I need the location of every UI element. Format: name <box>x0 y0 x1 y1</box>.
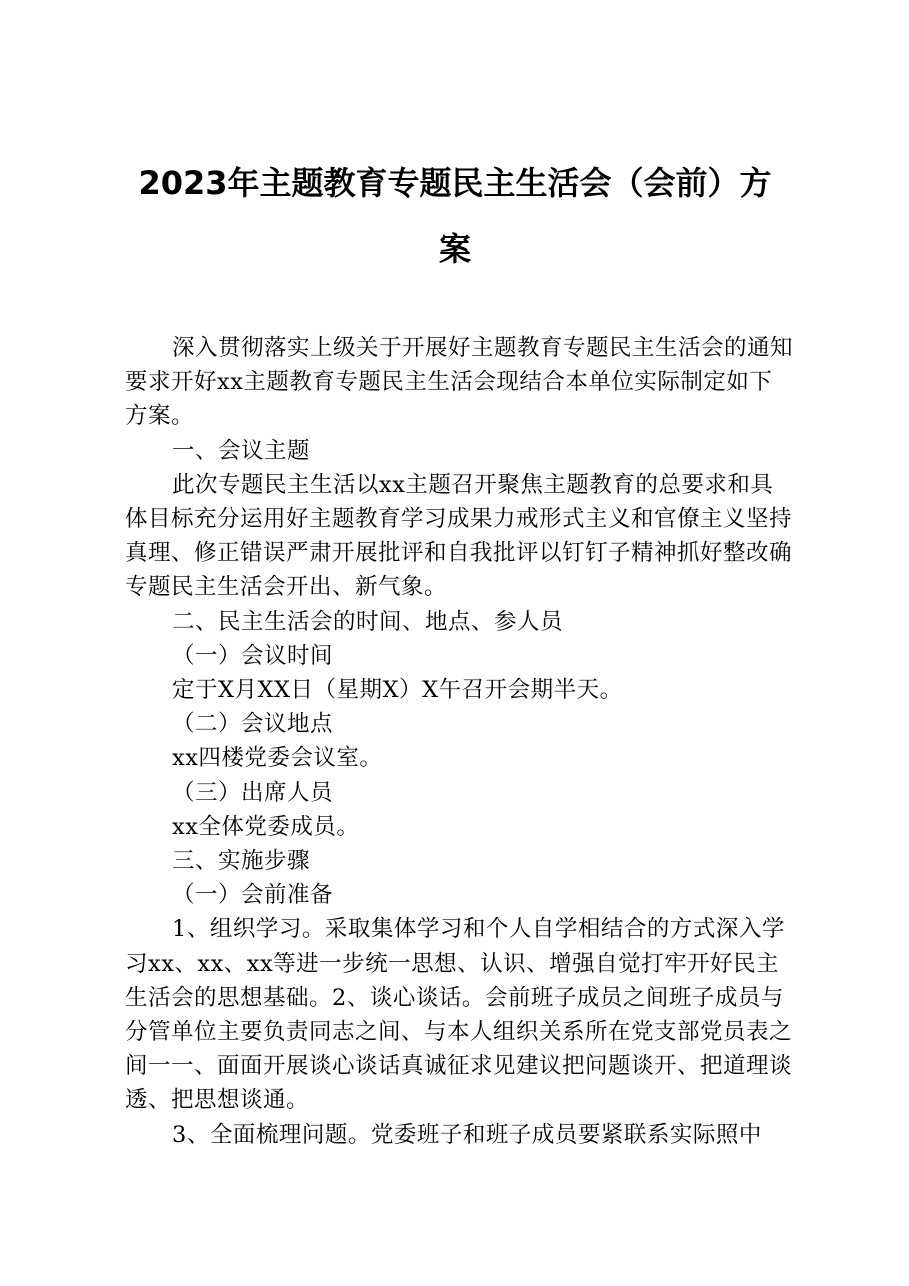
issue-review-paragraph: 3、全面梳理问题。党委班子和班子成员要紧联系实际照中 <box>172 1121 762 1148</box>
document-title-line-2: 案 <box>438 230 471 268</box>
section-heading-time-place-attendees: 二、民主生活会的时间、地点、参人员 <box>172 608 564 635</box>
section-heading-meeting-theme: 一、会议主题 <box>172 437 311 464</box>
meeting-place-text: xx四楼党委会议室。 <box>172 745 383 772</box>
document-body <box>125 331 795 1152</box>
study-and-talks-paragraph: 1、组织学习。采取集体学习和个人自学相结合的方式深入学习xx、xx、xx等进一步统一思想、认识、增强自觉打牢开好民主生活会的思想基础。2、谈心谈话。会前班子成员之间班子成员与分管单位主要负责同志之间、与本人组织关系所在党支部党员表之间一一、面面开展谈心谈话真诚征求见建议把问题谈开、把道理谈透、把思想谈通。 <box>125 916 793 1114</box>
subheading-meeting-place: （二）会议地点 <box>172 711 334 738</box>
attendees-text: xx全体党委成员。 <box>172 813 360 840</box>
document-title-line-1: 2023年主题教育专题民主生活会（会前）方 <box>138 164 772 202</box>
subheading-pre-meeting-preparation: （一）会前准备 <box>172 882 334 909</box>
intro-paragraph: 深入贯彻落实上级关于开展好主题教育专题民主生活会的通知要求开好xx主题教育专题民主生活会现结合本单位实际制定如下方案。 <box>125 335 794 430</box>
meeting-time-text: 定于X月XX日（星期X）X午召开会期半天。 <box>172 677 623 704</box>
meeting-theme-paragraph: 此次专题民主生活以xx主题召开聚焦主题教育的总要求和具体目标充分运用好主题教育学习成果力戒形式主义和官僚主义坚持真理、修正错误严肃开展批评和自我批评以钉钉子精神抓好整改确专题民主生活会开出、新气象。 <box>125 471 793 601</box>
section-heading-implementation-steps: 三、实施步骤 <box>172 848 311 875</box>
subheading-meeting-time: （一）会议时间 <box>172 642 334 669</box>
subheading-attendees: （三）出席人员 <box>172 779 334 806</box>
